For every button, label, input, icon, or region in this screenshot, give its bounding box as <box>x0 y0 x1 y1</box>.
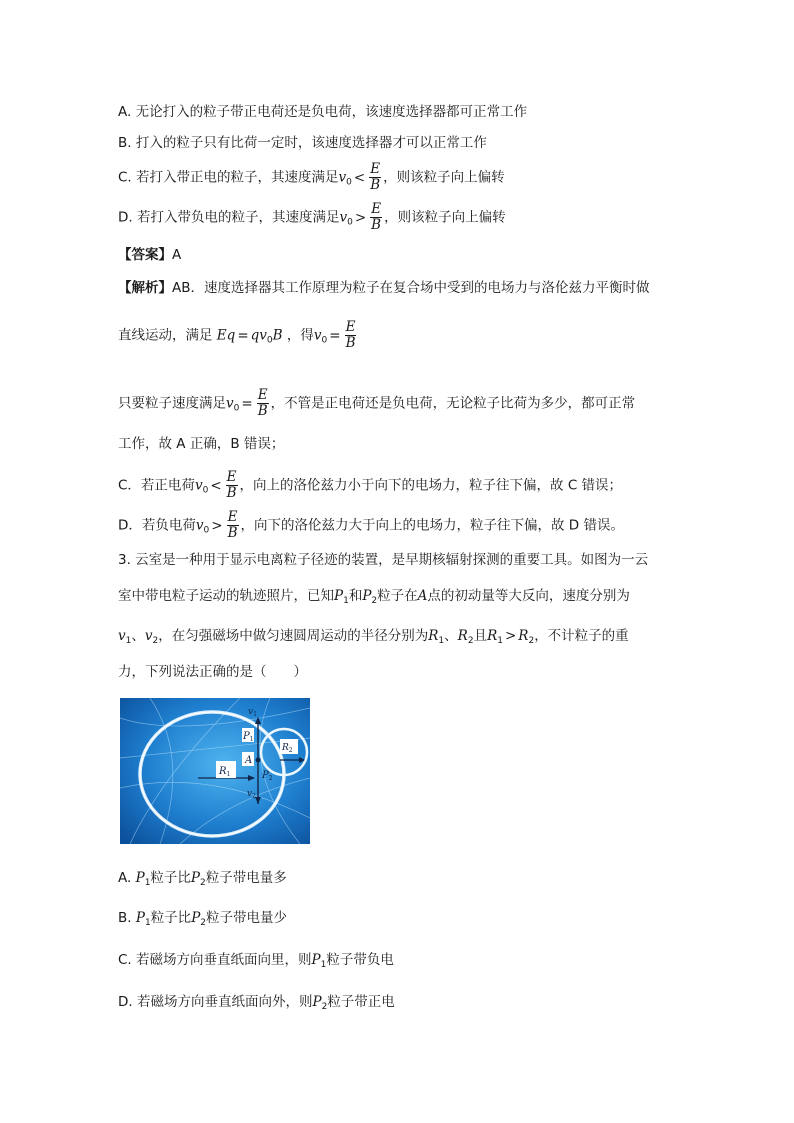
option-d-prev: D. 若打入带负电的粒子，其速度满足$v_0$ > $\frac{E}{B}$ ，则该粒子向上偏转 <box>118 201 506 233</box>
fraction-e-over-b: $\frac{E}{B}$ <box>345 319 356 351</box>
analysis-line-2: 直线运动，满足 $Eq = qv_0B$ ，得$v_0$ = $\frac{E}{B}$ <box>118 319 356 351</box>
analysis-line-4: 工作，故 A 正确，B 错误； <box>118 436 285 452</box>
question-3-line-2: 室中带电粒子运动的轨迹照片，已知$P_1$和$P_2$粒子在A点的初动量等大反向，速度分别为 <box>118 588 630 606</box>
question-3-line-3: $v_1$、$v_2$，在匀强磁场中做匀速圆周运动的半径分别为$R_1$、$R_2$且$R_1 > R_2$，不计粒子的重 <box>118 628 629 646</box>
analysis-line-5: C．若正电荷$v_0$ < $\frac{E}{B}$ ，向上的洛伦兹力小于向下的电场力，粒子往下偏，故 C 错误； <box>118 469 623 501</box>
option-c: C. 若磁场方向垂直纸面向里，则$P_1$粒子带负电 <box>118 952 394 970</box>
analysis-line-6: D．若负电荷$v_0$ > $\frac{E}{B}$ ，向下的洛伦兹力大于向上的电场力，粒子往下偏，故 D 错误。 <box>118 509 624 541</box>
question-3-line-1: 3. 云室是一种用于显示电离粒子径迹的装置，是早期核辐射探测的重要工具。如图为一云 <box>118 552 649 568</box>
fraction-e-over-b: $\frac{E}{B}$ <box>257 387 268 419</box>
option-a: A. $P_1$粒子比$P_2$粒子带电量多 <box>118 870 287 888</box>
analysis-line-1: 【解析】AB．速度选择器其工作原理为粒子在复合场中受到的电场力与洛伦兹力平衡时做 <box>118 280 650 296</box>
label-v1: $v_1$ <box>248 707 257 718</box>
option-c-prev: C. 若打入带正电的粒子，其速度满足$v_0$ < $\frac{E}{B}$ ，则该粒子向上偏转 <box>118 161 505 193</box>
fraction-e-over-b: $\frac{E}{B}$ <box>371 201 382 233</box>
label-p2: $P_2$ <box>262 770 273 782</box>
option-b: B. $P_1$粒子比$P_2$粒子带电量少 <box>118 910 288 928</box>
label-r2: $R_2$ <box>282 743 293 754</box>
cloud-chamber-photo <box>120 698 310 844</box>
option-a-prev: A. 无论打入的粒子带正电荷还是负电荷，该速度选择器都可正常工作 <box>118 104 528 120</box>
fraction-e-over-b: $\frac{E}{B}$ <box>227 509 238 541</box>
fraction-e-over-b: $\frac{E}{B}$ <box>226 469 237 501</box>
label-v2: $v_2$ <box>247 789 256 800</box>
analysis-line-3: 只要粒子速度满足$v_0$ = $\frac{E}{B}$ ，不管是正电荷还是负电荷，无论粒子比荷为多少，都可正常 <box>118 387 636 419</box>
option-d: D. 若磁场方向垂直纸面向外，则$P_2$粒子带正电 <box>118 994 395 1012</box>
answer-line: 【答案】A <box>118 247 182 263</box>
fraction-e-over-b: $\frac{E}{B}$ <box>370 161 381 193</box>
label-r1: $R_1$ <box>219 766 231 778</box>
option-b-prev: B. 打入的粒子只有比荷一定时，该速度选择器才可以正常工作 <box>118 135 487 151</box>
question-3-line-4: 力，下列说法正确的是（ ） <box>118 664 307 680</box>
label-a: A <box>245 755 253 766</box>
label-p1: $P_1$ <box>243 731 254 743</box>
point-a <box>256 758 261 763</box>
